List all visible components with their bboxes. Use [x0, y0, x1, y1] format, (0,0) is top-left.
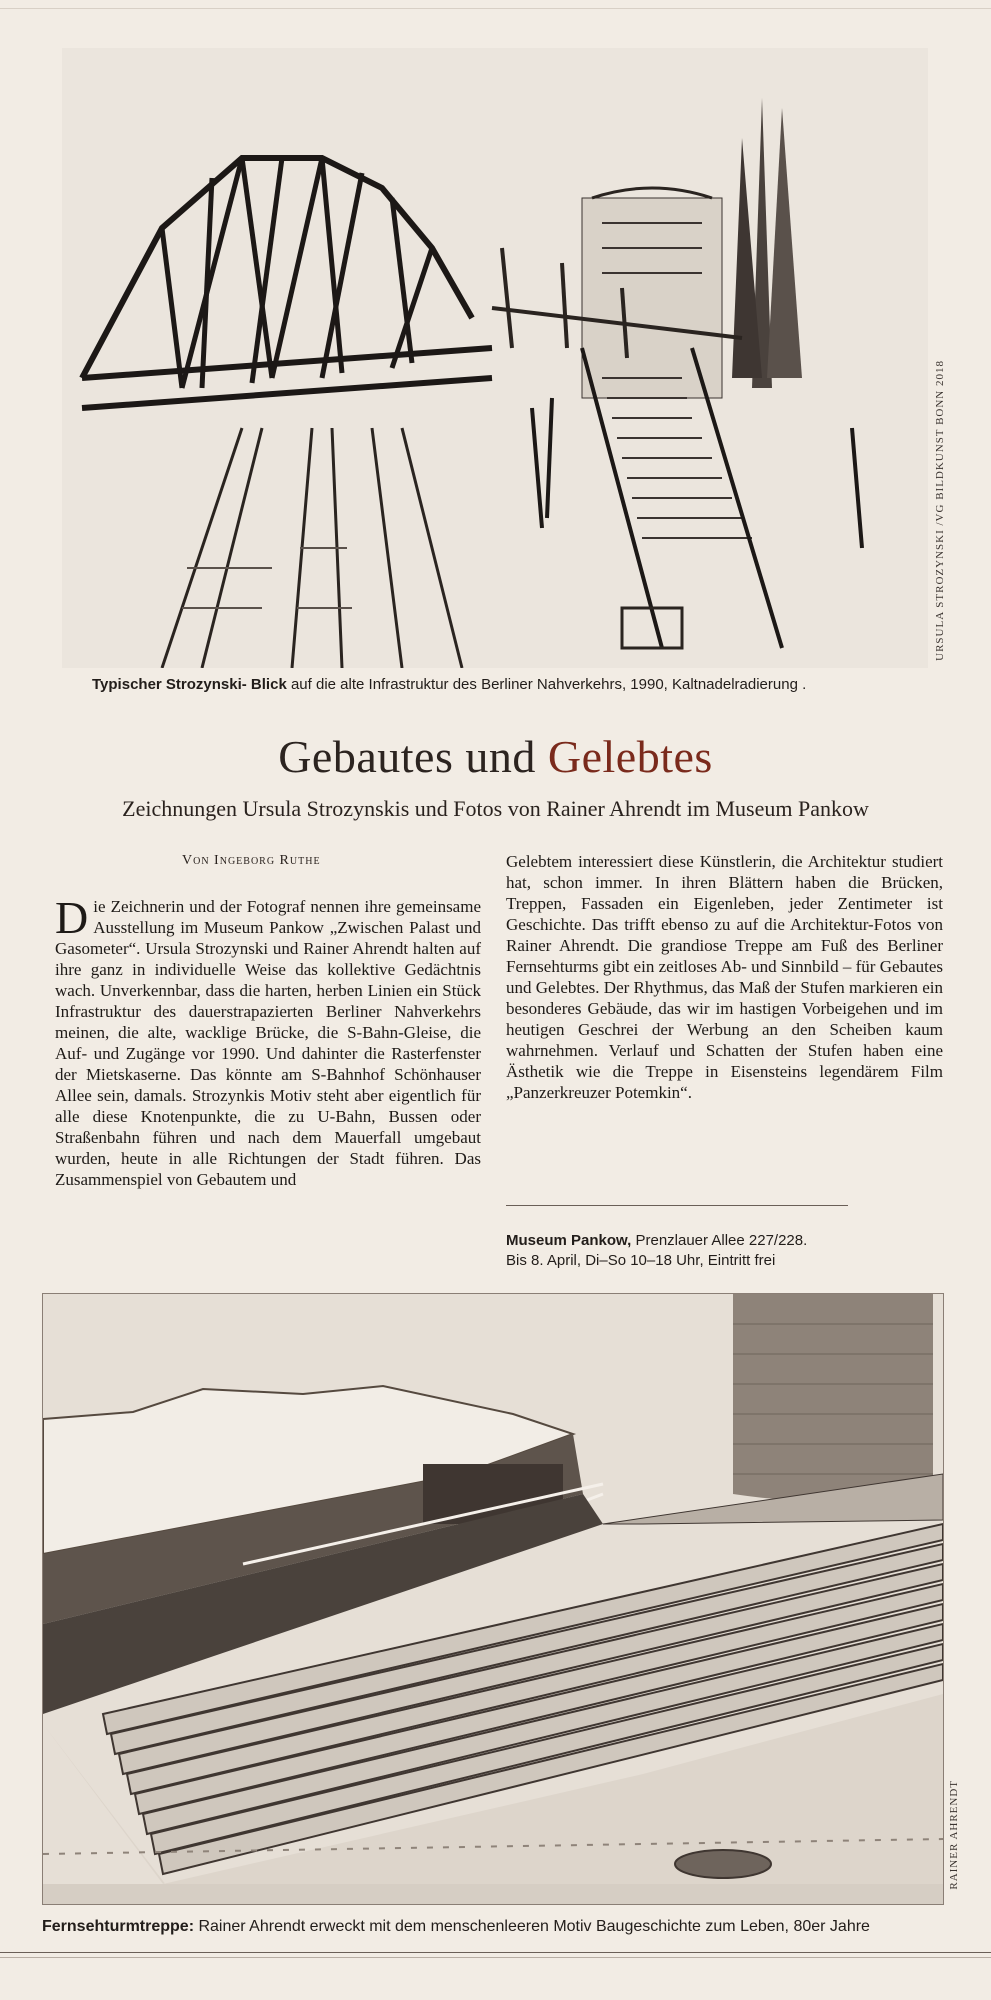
illustration-caption-text: auf die alte Infrastruktur des Berliner Nahverkehrs, 1990, Kaltnadelradierung .	[286, 676, 807, 693]
article-column-2	[506, 851, 943, 1103]
illustration-credit: URSULA STROZYNSKI /VG BILDKUNST BONN 2018	[934, 360, 946, 661]
photo-stairs	[42, 1293, 944, 1905]
info-dates: Bis 8. April, Di–So 10–18 Uhr, Eintritt frei	[506, 1252, 776, 1269]
info-address: Prenzlauer Allee 227/228.	[631, 1232, 808, 1249]
article-headline	[0, 730, 991, 783]
bottom-rule	[0, 1952, 991, 1953]
photo-caption	[42, 1918, 942, 1936]
exhibition-info	[506, 1231, 926, 1271]
headline-part1: Gebautes und	[278, 731, 548, 782]
headline-part2: Gelebtes	[547, 731, 713, 782]
bottom-rule-secondary	[0, 1957, 991, 1958]
info-venue: Museum Pankow,	[506, 1232, 632, 1249]
illustration-drawing	[62, 48, 928, 668]
photo-caption-text: Rainer Ahrendt erweckt mit dem menschenleeren Motiv Baugeschichte zum Leben, 80er Jahre	[194, 1918, 870, 1935]
article-subheadline: Zeichnungen Ursula Strozynskis und Fotos von Rainer Ahrendt im Museum Pankow	[122, 796, 869, 821]
column-2-text: Gelebtem interessiert diese Künstlerin, die Architektur studiert hat, schon immer. In ihren Blättern haben die Brücken, Treppen, Fassaden ein Eigenleben, jeder Zentimeter ist Geschichte. Das trifft ebenso zu auf die Architektur-Fotos von Rainer Ahrendt. Die grandiose Treppe am Fuß des Berliner Fernsehturms gibt ein zeitloses Ab- und Sinnbild – für Gebautes und Gelebtes. Der Rhythmus, das Maß der Stufen markieren ein besonderes Gebäude, das wir im hastigen Vorbeigehen und im heutigen Geschrei der Werbung an den Scheiben kaum wahrnehmen. Verlauf und Schatten der Stufen haben eine Ästhetik wie die Treppe in Eisensteins legendärem Film „Panzerkreuzer Potemkin“.	[506, 852, 943, 1102]
info-divider	[506, 1205, 848, 1206]
article-column-1	[55, 892, 481, 1190]
bridge-sketch	[62, 48, 928, 668]
dropcap: D	[55, 892, 89, 943]
photo-caption-bold: Fernsehturmtreppe:	[42, 1918, 195, 1935]
stairs-photo	[43, 1294, 943, 1904]
illustration-caption-bold: Typischer Strozynski- Blick	[92, 676, 287, 693]
article-byline: Von Ingeborg Ruthe	[182, 853, 321, 868]
photo-credit: RAINER AHRENDT	[948, 1780, 960, 1890]
column-1-text: ie Zeichnerin und der Fotograf nennen ihre gemeinsame Ausstellung im Museum Pankow „Zwischen Palast und Gasometer“. Ursula Strozynski und Rainer Ahrendt halten auf ihre ganz in individuelle Weise das kollektive Gedächtnis wach. Unverkennbar, dass die harten, herben Linien ein Stück Infrastruktur des dauerstrapazierten Berliner Nahverkehrs meinen, die alte, wacklige Brücke, die S-Bahn-Gleise, die Auf- und Zugänge vor 1990. Und dahinter die Rasterfenster der Mietskaserne. Das könnte am S-Bahnhof Schönhauser Allee sein, damals. Strozynkis Motiv steht aber eigentlich für alle diese Knotenpunkte, die zu U-Bahn, Bussen oder Straßenbahn führen und nach dem Mauerfall umgebaut wurden, heute in alle Richtungen der Stadt führen. Das Zusammenspiel von Gebautem und	[55, 897, 481, 1189]
top-rule	[0, 8, 991, 9]
illustration-caption	[92, 676, 912, 693]
